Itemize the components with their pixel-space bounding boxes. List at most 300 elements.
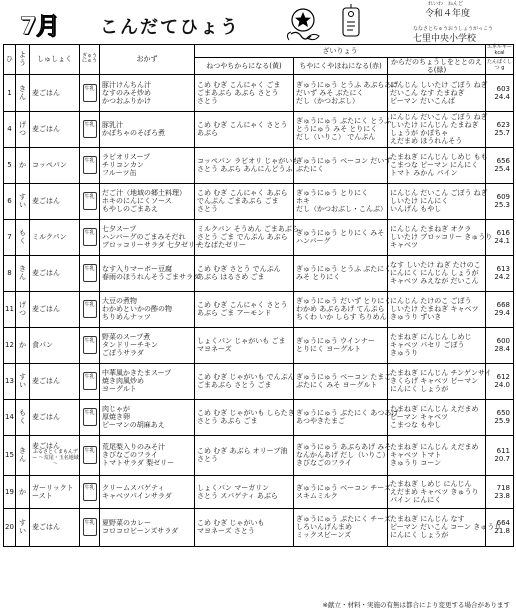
ingredient-line: ぶたにく: [296, 165, 324, 174]
milk-carton-icon: 牛乳: [83, 518, 97, 536]
ingredient-line: しいたけ にんにく: [390, 197, 449, 206]
ingredient-line: ぎゅうにゅう あぶらあげ みそ: [296, 443, 392, 452]
dish-name: 大豆の煮物: [102, 297, 137, 306]
dish-name: 肉じゃが: [102, 405, 130, 414]
ingredient-line: しろいんげんまめ: [296, 523, 352, 532]
protein-value: 29.4: [494, 309, 510, 318]
nutrition-cell: [486, 74, 514, 111]
col-red-group: ちやにくやほねになる(赤): [294, 57, 388, 74]
dish-name: かぼちゃのそぼろ煮: [102, 129, 165, 138]
energy-value: 718: [496, 483, 510, 492]
milk-cell: [80, 147, 100, 183]
weekday: きん: [16, 255, 30, 291]
weekday: きん: [16, 435, 30, 475]
footer-note: ※献立・材料・実施の有無は都合により変更する場合があります: [322, 601, 510, 609]
ingredient-line: キャベツ みえなが だいこん: [390, 277, 479, 286]
milk-cell: [80, 508, 100, 546]
menu-row: [4, 111, 514, 147]
energy-value: 650: [496, 409, 510, 418]
day-number: 8: [4, 255, 16, 291]
protein-unit: g: [501, 64, 505, 71]
dish-name: タンドリーチキン: [102, 341, 158, 350]
dish-name: 豚乳汁: [102, 121, 123, 130]
weekday: きん: [16, 74, 30, 111]
dishes-cell: [100, 255, 200, 291]
yellow-ingredients: [195, 255, 294, 291]
ingredient-line: こめ むぎ こんにゃく あぶら: [197, 189, 288, 198]
ingredient-line: にんにく しょうが: [390, 385, 449, 394]
ingredient-line: にんじん だいこん ごぼう ねぎ: [390, 113, 488, 121]
green-ingredients: [388, 147, 486, 183]
green-ingredients: [388, 219, 493, 255]
col-dishes: おかず: [100, 45, 195, 75]
dish-name: 春雨のほうれんそうごまサラダ: [102, 273, 200, 282]
yellow-ingredients: [195, 291, 294, 327]
nutrition-cell: [486, 291, 514, 327]
green-ingredients: [388, 435, 486, 475]
ingredient-line: さとう あぶら あんにんどうふ: [197, 165, 293, 174]
yellow-ingredients: [195, 74, 294, 111]
ingredient-line: でんぷん ごまあぶら ごま: [197, 197, 279, 206]
staple-text: 麦ごはん: [32, 442, 60, 451]
ingredient-line: しょくパン マーガリン: [197, 483, 270, 492]
milk-carton-icon: 牛乳: [83, 228, 97, 246]
weekday: げつ: [16, 291, 30, 327]
menu-row: [4, 147, 514, 183]
green-ingredients: [388, 475, 486, 508]
protein-value: 25.7: [494, 129, 510, 138]
staple-food: ミルクパン: [30, 219, 80, 255]
dish-name: 豚汁けんちん汁: [102, 80, 151, 89]
dish-name: ヨーグルト: [102, 385, 137, 394]
ingredient-line: ちくわ いか しらす ちりめん: [296, 313, 387, 322]
ingredient-line: マヨネーズ さとう: [197, 527, 255, 536]
ingredient-line: キャベツ トマト: [390, 451, 442, 460]
ingredient-line: ぎゅうにゅう ベーコン たまご: [296, 373, 392, 382]
milk-cell: [80, 327, 100, 363]
menu-title: こんだてひょう: [100, 17, 240, 38]
milk-cell: [80, 291, 100, 327]
ingredient-line: ぎゅうにゅう とうふ ぶたにく: [296, 265, 392, 274]
ingredient-line: きゅうり ずいき: [390, 313, 442, 322]
nutrition-cell: [486, 183, 514, 219]
ingredient-line: こめ むぎ あぶら オリーブ油: [197, 447, 288, 456]
menu-row: [4, 327, 514, 363]
dish-name: 焼き肉風炒め: [102, 377, 144, 386]
ingredient-line: だいこん なす たまねぎ: [390, 88, 465, 97]
red-ingredients: [294, 508, 391, 546]
col-day: ひ: [4, 45, 16, 75]
ingredient-line: だし（かつおぶし・こんぶ）: [296, 205, 387, 214]
nutrition-cell: [486, 255, 514, 291]
staple-food: 麦ごはん: [30, 291, 80, 327]
dish-name: フルーツ缶: [102, 169, 137, 178]
day-number: 20: [4, 508, 16, 546]
nutrition-cell: [486, 327, 514, 363]
day-number: 7: [4, 219, 16, 255]
dish-name: ごぼうサラダ: [102, 349, 144, 358]
dish-name: なすのみそ炒め: [102, 88, 151, 97]
ingredient-line: ホキ: [296, 197, 310, 206]
dish-name: 荒尾梨入りのみそ汁: [102, 443, 165, 452]
era-ruby: れいわ ねんど: [428, 1, 464, 7]
dish-name: 厚焼き卵: [102, 413, 130, 422]
ingredient-line: たまねぎ にんじん しめじ: [390, 333, 472, 342]
menu-row: [4, 219, 514, 255]
ingredient-line: さとう: [197, 205, 218, 214]
green-ingredients: [388, 255, 486, 291]
weekday: か: [16, 475, 30, 508]
ingredient-line: こまつな もやし: [390, 421, 442, 430]
red-ingredients: [294, 291, 392, 327]
ingredient-line: たまねぎ にんじん しめじ もも: [390, 153, 488, 162]
ingredient-line: たまねぎ にんじん えだまめ: [390, 405, 479, 414]
ingredient-line: コッペパン ラビオリ じゃがいも: [197, 157, 300, 166]
milk-cell: [80, 74, 100, 111]
ingredient-line: ぎゅうにゅう ベーコン だいず: [296, 157, 392, 166]
menu-row: [4, 435, 514, 475]
ingredient-line: ピーマン キャベツ: [390, 413, 448, 422]
ingredient-line: あぶら: [197, 129, 218, 138]
yellow-ingredients: [195, 183, 294, 219]
dishes-cell: [100, 399, 195, 435]
ingredient-line: ぎゅうにゅう ウインナー: [296, 337, 375, 346]
dish-name: ピーマンの胡麻あえ: [102, 421, 165, 430]
day-number: 11: [4, 291, 16, 327]
energy-value: 612: [496, 373, 510, 382]
dish-name: なす入りマーボー豆腐: [102, 265, 172, 274]
ingredient-line: にんにく にんじん しょうが: [390, 269, 479, 278]
dish-name: 野菜のスープ煮: [102, 333, 151, 342]
protein-value: 20.7: [494, 455, 510, 464]
staple-food: 麦ごはん: [30, 508, 80, 546]
yellow-ingredients: [195, 363, 294, 399]
dishes-cell: [100, 219, 203, 255]
school-ruby: ななさとちゅうおうしょうがっこう: [413, 26, 494, 32]
protein-value: 21.8: [494, 527, 510, 536]
milk-cell: [80, 111, 100, 147]
ingredient-line: とうにゅう みそ とりにく: [296, 125, 378, 134]
yellow-ingredients: [195, 435, 294, 475]
ingredient-line: いんげん もやし: [390, 205, 442, 214]
ingredient-line: きゅうり: [390, 349, 418, 358]
dish-name: 中華風かきたまスープ: [102, 369, 172, 378]
dish-name: 夏野菜のカレー: [102, 519, 151, 528]
protein-value: 25.4: [494, 165, 510, 174]
staple-food: 食パン: [30, 327, 80, 363]
dishes-cell: [100, 327, 195, 363]
ingredient-line: マヨネーズ: [197, 345, 232, 354]
ingredient-line: とりにく ヨーグルト: [296, 345, 362, 354]
red-ingredients: [294, 475, 391, 508]
nutrition-cell: [486, 147, 514, 183]
ingredient-line: たなばたゼリー: [197, 241, 246, 250]
ingredient-line: こめ むぎ じゃがいも しらたき: [197, 409, 295, 418]
dish-name: ハンバーグのごまみそだれ: [102, 233, 186, 242]
ingredient-line: だし（かつおぶし）: [296, 96, 359, 105]
dish-name: ホキのにんにくソース: [102, 197, 172, 206]
ingredient-line: ぎゅうにゅう ぶたにく あつあげ: [296, 409, 399, 418]
green-ingredients: [388, 183, 486, 219]
menu-table: [3, 44, 514, 547]
ingredient-line: だし（いりこ） でんぷん: [296, 133, 376, 142]
red-ingredients: [294, 363, 392, 399]
weekday: すい: [16, 363, 30, 399]
menu-row: [4, 183, 514, 219]
staple-food: 麦ごはん: [30, 399, 80, 435]
red-ingredients: [294, 74, 399, 111]
milk-carton-icon: 牛乳: [83, 336, 97, 354]
yellow-ingredients: [195, 327, 294, 363]
col-protein: [486, 57, 514, 74]
col-yellow-group: ねつやちからになる(黄): [195, 57, 294, 74]
energy-value: 609: [496, 193, 510, 202]
staple-food: 麦ごはん: [30, 183, 80, 219]
energy-value: 611: [496, 447, 510, 456]
red-ingredients: [294, 183, 388, 219]
menu-row: [4, 475, 514, 508]
milk-carton-icon: 牛乳: [83, 300, 97, 318]
milk-cell: [80, 399, 100, 435]
ingredient-line: キャベツ: [390, 241, 418, 250]
dishes-cell: [100, 508, 195, 546]
milk-carton-icon: 牛乳: [83, 408, 97, 426]
ingredient-line: しいたけ たまねぎ キャベツ: [390, 305, 479, 314]
dish-name: かつおふりかけ: [102, 96, 151, 105]
protein-value: 24.0: [494, 381, 510, 390]
day-number: 5: [4, 147, 16, 183]
ingredient-line: さとう: [197, 96, 218, 105]
green-ingredients: [388, 363, 492, 399]
protein-value: 25.3: [494, 201, 510, 210]
dishes-cell: [100, 183, 195, 219]
ingredient-line: だいず みそ ぶたにく: [296, 88, 364, 97]
dish-name: もやしのごまあえ: [102, 205, 158, 214]
col-green-group: からだのちょうしをととのえる(緑): [388, 57, 486, 74]
nutrition-cell: [486, 475, 514, 508]
milk-cell: [80, 255, 100, 291]
ingredient-line: パイン にんにく: [390, 495, 442, 504]
ingredient-line: きくらげ キャベツ ピーマン: [390, 377, 479, 386]
weekday: すい: [16, 183, 30, 219]
dish-name: わかめといかの酢の物: [102, 305, 172, 314]
dish-name: チリコンカン: [102, 161, 144, 170]
ingredient-line: たまねぎ にんじん チンゲンサイ: [390, 369, 492, 378]
red-ingredients: [294, 147, 392, 183]
menu-row: [4, 363, 514, 399]
weekday: げつ: [16, 111, 30, 147]
ingredient-line: ぎゅうにゅう ぶたにく チーズ: [296, 515, 391, 524]
milk-cell: [80, 183, 100, 219]
ingredient-line: にんにく しょうが: [390, 531, 449, 540]
dish-name: 七夕スープ: [102, 225, 137, 234]
ingredient-line: ピーマン だいこん コーン きゅうり: [390, 523, 502, 532]
ingredient-line: ぎゅうにゅう とうふ あぶらあげ: [296, 80, 399, 89]
ingredient-line: ミックスビーンズ: [296, 531, 352, 540]
staple-food: ガーリックトースト: [30, 475, 80, 508]
milk-carton-icon: 牛乳: [83, 264, 97, 282]
month-title: 7月: [20, 12, 59, 40]
ingredient-line: にんじん たけのこ ごぼう: [390, 297, 472, 306]
dishes-cell: [100, 475, 195, 508]
weekday: もく: [16, 399, 30, 435]
protein-value: 23.8: [494, 491, 510, 500]
energy-value: 600: [496, 337, 510, 346]
ingredient-line: たまねぎ にんじん えだまめ: [390, 443, 479, 452]
staple-food: 麦ごはん: [30, 74, 80, 111]
ingredient-line: しいたけ ブロッコリー きゅうり: [390, 233, 493, 242]
staple-food: [30, 435, 80, 475]
ingredient-line: スキムミルク: [296, 491, 338, 500]
day-number: 13: [4, 363, 16, 399]
dish-name: ラビオリスープ: [102, 153, 151, 162]
energy-value: 613: [496, 265, 510, 274]
green-ingredients: [388, 399, 486, 435]
milk-carton-icon: 牛乳: [83, 84, 97, 102]
tanabata-strip-icon: [337, 4, 365, 40]
header-row: [4, 45, 514, 58]
ingredient-line: ごまあぶら あぶら さとう: [197, 88, 279, 97]
col-ingredients: ざいりょう: [195, 45, 486, 58]
menu-row: [4, 399, 514, 435]
yellow-ingredients: [195, 475, 294, 508]
yellow-ingredients: [195, 399, 294, 435]
day-number: 4: [4, 111, 16, 147]
ingredient-line: さとう ごま でんぷん あぶら: [197, 233, 288, 242]
energy-value: 603: [496, 84, 510, 93]
ingredient-line: きびなごのフライ: [296, 459, 352, 468]
day-number: 12: [4, 327, 16, 363]
milk-carton-icon: 牛乳: [83, 446, 97, 464]
col-milk: ぎゅうにゅう: [80, 45, 100, 75]
protein-value: 24.4: [494, 92, 510, 101]
day-number: 6: [4, 183, 16, 219]
ingredient-line: ぎゅうにゅう とりにく みそ: [296, 229, 385, 238]
energy-value: 668: [496, 301, 510, 310]
ingredient-line: ハンバーグ: [296, 237, 331, 246]
school-name: 七里中央小学校: [413, 34, 477, 44]
ingredient-line: さとう あぶら ごま: [197, 417, 258, 426]
milk-cell: [80, 363, 100, 399]
nutrition-cell: [486, 111, 514, 147]
protein-label: たんぱくしつ: [486, 58, 512, 71]
ingredient-line: しいたけ にんじん たまねぎ: [390, 121, 479, 130]
ingredient-line: ぶたにく みそ ヨーグルト: [296, 381, 378, 390]
dish-name: キャベツパインサラダ: [102, 491, 172, 500]
milk-carton-icon: 牛乳: [83, 372, 97, 390]
dish-name: だご汁（地域の郷土料理）: [102, 189, 186, 198]
ingredient-line: ぎゅうにゅう ぶたにく とうふ: [296, 117, 392, 126]
special-day-note: ふるさとくまもんデー ～荒尾・玉名地域～: [32, 449, 79, 467]
ingredient-line: さとう: [197, 455, 218, 464]
nutrition-cell: [486, 435, 514, 475]
nutrition-cell: [486, 399, 514, 435]
yellow-ingredients: [195, 508, 294, 546]
ingredient-line: ミルクパン そうめん ごまあぶら: [197, 225, 299, 234]
day-number: 15: [4, 435, 16, 475]
ingredient-line: にんじん たまねぎ オクラ: [390, 225, 472, 234]
dishes-cell: [100, 111, 195, 147]
ingredient-line: にんじん しいたけ ごぼう ねぎ: [390, 80, 488, 89]
green-ingredients: [388, 111, 486, 147]
ingredient-line: きゅうり コーン: [390, 459, 442, 468]
protein-value: 25.9: [494, 417, 510, 426]
ingredient-line: わかめ あぶらあげ てんぷら: [296, 305, 385, 314]
col-energy: [486, 45, 514, 58]
col-staple: しゅしょく: [30, 45, 80, 75]
ingredient-line: あぶら ごま アーモンド: [197, 309, 272, 318]
energy-value: 623: [496, 121, 510, 130]
dish-name: きびなごのフライ: [102, 451, 158, 460]
yellow-ingredients: [195, 111, 294, 147]
weekday: もく: [16, 219, 30, 255]
ingredient-line: ぎゅうにゅう とりにく: [296, 189, 369, 198]
milk-carton-icon: 牛乳: [83, 483, 97, 501]
menu-row: [4, 291, 514, 327]
menu-row: [4, 508, 514, 546]
ingredient-line: あつやきたまご: [296, 417, 345, 426]
ingredient-line: にんじん だいこん ごぼう ねぎ: [390, 189, 488, 198]
milk-carton-icon: 牛乳: [83, 120, 97, 138]
green-ingredients: [388, 291, 486, 327]
red-ingredients: [294, 219, 388, 255]
milk-cell: [80, 475, 100, 508]
menu-row: [4, 255, 514, 291]
ingredient-line: なす しいたけ ねぎ たけのこ: [390, 261, 481, 270]
menu-body: [4, 74, 514, 546]
col-weekday: よう: [16, 45, 30, 75]
dish-name: ちりめんナッツ: [102, 313, 151, 322]
red-ingredients: [294, 111, 392, 147]
dishes-cell: [100, 147, 195, 183]
ingredient-line: ピーマン だいこんば: [390, 96, 455, 105]
dishes-cell: [100, 291, 195, 327]
energy-value: 656: [496, 157, 510, 166]
yellow-ingredients: [195, 219, 299, 255]
morning-glory-illustration: [283, 4, 325, 46]
staple-food: 麦ごはん: [30, 111, 80, 147]
ingredient-line: こめ むぎ こんにゃく さとう: [197, 301, 288, 310]
page-header: [0, 0, 516, 46]
milk-cell: [80, 219, 100, 255]
ingredient-line: ぎゅうにゅう だいず とりにく: [296, 297, 392, 306]
energy-unit: kcal: [494, 49, 505, 56]
ingredient-line: こまつな ピーマン にんにく: [390, 161, 479, 170]
milk-carton-icon: 牛乳: [83, 156, 97, 174]
dish-name: クリームスパゲティ: [102, 483, 165, 492]
red-ingredients: [294, 327, 388, 363]
dishes-cell: [100, 363, 195, 399]
ingredient-line: ぎゅうにゅう ベーコン チーズ: [296, 483, 391, 492]
energy-label: エネルギー: [486, 44, 512, 50]
yellow-ingredients: [195, 147, 300, 183]
green-ingredients: [388, 327, 486, 363]
dish-name: トマトサラダ 梨ゼリー: [102, 459, 175, 468]
staple-food: 麦ごはん: [30, 255, 80, 291]
day-number: 19: [4, 475, 16, 508]
weekday: すい: [16, 508, 30, 546]
green-ingredients: [388, 74, 486, 111]
weekday: か: [16, 147, 30, 183]
ingredient-line: ごまあぶら さとう ごま: [197, 381, 272, 390]
ingredient-line: こめ むぎ じゃがいも でんぷん: [197, 373, 295, 382]
ingredient-line: たまねぎ にんじん なす: [390, 515, 465, 524]
ingredient-line: みそ とりにく: [296, 273, 341, 282]
day-number: 1: [4, 74, 16, 111]
ingredient-line: しょうが かぼちゃ: [390, 129, 449, 138]
ingredient-line: こめ むぎ じゃがいも: [197, 519, 265, 528]
ingredient-line: なんかんあげ だし（いりこ）: [296, 451, 390, 460]
